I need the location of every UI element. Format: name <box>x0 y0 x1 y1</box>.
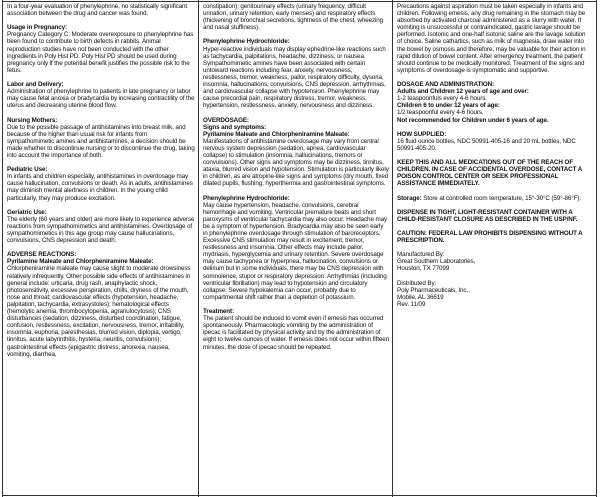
keep-out-of-reach-warning: KEEP THIS AND ALL MEDICATIONS OUT OF THE REACH OF CHILDREN. IN CASE OF ACCIDENTAL OVERDOSE, CONTACT A POISON CONTROL CENTER OR SEEK PROFESSIONAL ASSISTANCE IMMEDIATELY. <box>397 159 582 188</box>
column-2 <box>203 3 389 351</box>
phenylephrine-adverse-text: Hyper-reactive individuals may display ephedrine-like reactions such as tachycardia, palpitations, headache, dizziness, or nausea. Sympathomimetic amines have been associated with certain untoward reactions including fear, anxiety, nervousness, restlessness, tremor, weakness, pallor, respiratory difficulty, dysuria, insomnia, hallucinations, convulsions, CNS depression, arrhythmias, and cardiovascular collapse with hypotension. Phenylephrine may cause precordial pain, respiratory distress, tremor, weakness, hypertension, restlessness, anxiety, nervousness and dizziness. <box>203 45 386 110</box>
geriatric-text: The elderly (60 years and older) are more likely to experience adverse reactions from sympathomimetics and antihistamines. Overdosage of sympathomimetics in this age group may cause hallucinations, convulsions, CNS depression and death. <box>7 215 195 245</box>
column-divider-2 <box>392 0 393 497</box>
signs-symptoms-heading: Signs and symptoms: <box>203 123 267 131</box>
dosage-line: Adults and Children 12 years of age and over: <box>397 88 529 96</box>
revision-date: Rev. 11/09 <box>397 300 426 308</box>
column-3 <box>397 3 592 308</box>
pediatric-text: In infants and children especially, antihistamines in overdosage may cause hallucination, convulsions or death. As in adults, antihistamines may diminish mental alertness in children. In the young child particularly, they may produce excitation. <box>7 173 193 202</box>
distributor-line: Poly Pharmaceuticals, Inc., <box>397 286 470 294</box>
phenylephrine-overdose-heading: Phenylephrine Hydrochloride: <box>203 194 290 202</box>
dosage-line: 1-2 teaspoonfuls every 4-6 hours. <box>397 95 487 103</box>
nursing-text: Due to the possible passage of antihistamines into breast milk, and because of the higher than usual risk for infants from sympathomimetic amines and antihistamines, a decision should be made whether to discontinue nursing or to discontinue the drug, taking into account the importance of both. <box>7 123 195 159</box>
treatment-heading: Treatment: <box>203 308 234 316</box>
phenylephrine-adverse-heading: Phenylephrine Hydrochloride: <box>203 38 290 46</box>
carcinogenesis-text: In a four-year evaluation of phenylephrine, no statistically significant association between the drug and cancer was found. <box>7 3 188 18</box>
aspiration-precautions-text: Precautions against aspiration must be taken especially in infants and children. Following emesis, any drug remaining in the stomach may be absorbed by activated charcoal administered as a slurry with water. If vomiting is unsuccessful or contraindicated, gastric lavage should be performed. Isotonic and one-half isotonic saline are the lavage solution of choice. Saline cathartics, such as milk of magnesia, draw water into the bowel by osmosis and therefore, may be valuable for their action in rapid dilution of bowel content. After emergency treatment, the patient should continue to be medically monitored. Treatment of the signs and symptoms of overdosage is symptomatic and supportive. <box>397 3 586 74</box>
column-1 <box>7 3 195 358</box>
manufacturer-line: Great Southern Laboratories, <box>397 258 476 266</box>
bottom-border <box>2 495 596 496</box>
adverse-reactions-heading: ADVERSE REACTIONS: <box>7 251 77 259</box>
storage-label: Storage: <box>397 194 422 202</box>
how-supplied-text: 16 fluid ounce bottles, NDC 50991-405-16 and 20 mL bottles, NDC 50991-405-20. <box>397 137 576 152</box>
nursing-heading: Nursing Mothers: <box>7 116 58 124</box>
dosage-heading: DOSAGE AND ADMINISTRATION: <box>397 81 495 89</box>
manufactured-by-heading: Manufactured By: <box>397 251 445 259</box>
distributed-by-heading: Distributed By: <box>397 279 437 287</box>
dosage-line: Children 6 to under 12 years of age: <box>397 102 500 110</box>
distributor-line: Mobile, AL 36619 <box>397 293 444 301</box>
federal-caution: CAUTION: FEDERAL LAW PROHIBITS DISPENSING WITHOUT A PRESCRIPTION. <box>397 230 583 245</box>
phenylephrine-overdose-text: May cause hypertension, headache, convulsions, cerebral hemorrhage and vomiting. Ventricular premature beats and short paroxysms of ventricular tachycardia may also occur. Headache may be a symptom of hypertension. Bradycardia may also be seen early in phenylephrine overdosage through stimulation of baroreceptors. Excessive CNS stimulation may result in excitement, tremor, restlessness and insomnia. Other effects may include pallor, mydriasis, hyperglycemia and urinary retention. Severe overdosage may cause tachypnea or hyperpnea, hallucination, convulsions or delirium but in some individuals, there may be CNS depression with somnolence, stupor or respiratory depression. Arrhythmias (including ventricular fibrillation) may lead to hypotension and circulatory collapse. Severe hypokalemia can occur, probably due to compartmental shift rather than a depletion of potassium. <box>203 201 387 301</box>
adverse-continued-text: constipation); genitourinary effects (urinary frequency, difficult urination, urinary retention, early menses) and respiratory effects (thickening of bronchial secretions, tightness of the chest, wheezing and nasal stuffiness). <box>203 3 384 32</box>
dosage-line: 1/2 teaspoonful every 4-6 hours. <box>397 109 484 117</box>
labor-text: Administration of phenylephrine to patients in late pregnancy or labor may cause fetal anoxia or bradycardia by increasing contractility of the uterus and decreasing uterine blood flow. <box>7 88 195 110</box>
left-border <box>2 0 3 497</box>
adverse-antihistamine-subheading: Pyrilamine Maleate and Chlorpheniramine Maleate: <box>7 258 154 266</box>
pregnancy-text: Pregnancy Category C: Moderate overexposure to phenylephrine has been found to contribute to birth defects in rabbits. Animal reproduction studies have not been conducted with the other ingredients in Poly Hist PD. Poly Hist PD should be used during pregnancy only if the potential benefit justifies the possible risk to the fetus. <box>7 31 194 74</box>
overdosage-antihistamine-subheading: Pyrilamine Maleate and Chlorpheniramine Maleate: <box>203 130 350 138</box>
labor-heading: Labor and Delivery: <box>7 81 64 89</box>
right-border <box>596 0 597 497</box>
dispense-instructions: DISPENSE IN TIGHT, LIGHT-RESISTANT CONTAINER WITH A CHILD-RESISTANT CLOSURE AS DESCRIBED IN THE USP/NF. <box>397 208 578 223</box>
pregnancy-heading: Usage in Pregnancy: <box>7 24 68 32</box>
column-divider-1 <box>198 0 199 497</box>
dosage-line: Not recommended for Children under 6 years of age. <box>397 116 549 124</box>
pediatric-heading: Pediatric Use: <box>7 166 48 174</box>
adverse-antihistamine-text: Chlorpheniramine maleate may cause slight to moderate drowsiness relatively infrequently. Other possible side effects of antihistamines in general include: urticaria, drug rash, anaphylactic shock, photosensitivity, excessive perspiration, chills, dryness of the mouth, nose and throat; cardiovascular effects (hypotension, headache, palpitation, tachycardia, extrasystoles); hematological effects (hemolytic anemia, thrombocytopenia, agranulocytosis); CNS disturbances (sedation, dizziness, disturbed coordination, fatigue, confusion, restlessness, excitation, nervousness, tremor, irritability, insomnia, euphoria, paresthesias, blurred vision, diplopia, vertigo, tinnitus, acute labyrinthitis, hysteria, neuritis, convulsions); gastrointestinal effects (epigastric distress, anorexia, nausea, vomiting, diarrhea, <box>7 265 191 358</box>
geriatric-heading: Geriatric Use: <box>7 208 47 216</box>
overdosage-heading: OVERDOSAGE: <box>203 116 249 124</box>
how-supplied-heading: HOW SUPPLIED: <box>397 130 447 138</box>
treatment-text: The patient should be induced to vomit even if emesis has occurred spontaneously. Pharmacologic vomiting by the administration of ipecac is facilitated by physical activity and by the administration of eight to twelve ounces of water. If emesis does not occur within fifteen minutes, the dose of ipecac should be repeated. <box>203 315 389 351</box>
overdosage-antihistamine-text: Manifestations of antihistamine overdosage may vary from central nervous system depression (sedation, apnea, cardiovascular collapse) to stimulation (insomnia, hallucinations, tremors or convulsions). Other signs and symptoms may be dizziness, tinnitus, ataxia, blurred vision and hypotension. Stimulation is particularly likely in children, as are atropine-like signs and symptoms (dry mouth, fixed dilated pupils, flushing, hyperthermia and gastrointestinal symptoms. <box>203 137 389 188</box>
top-border <box>2 1 596 2</box>
storage-value: Store at controlled room temperature, 15°-30°C (59°-86°F). <box>423 194 582 202</box>
storage-text <box>397 195 592 202</box>
manufacturer-line: Houston, TX 77099 <box>397 265 450 273</box>
